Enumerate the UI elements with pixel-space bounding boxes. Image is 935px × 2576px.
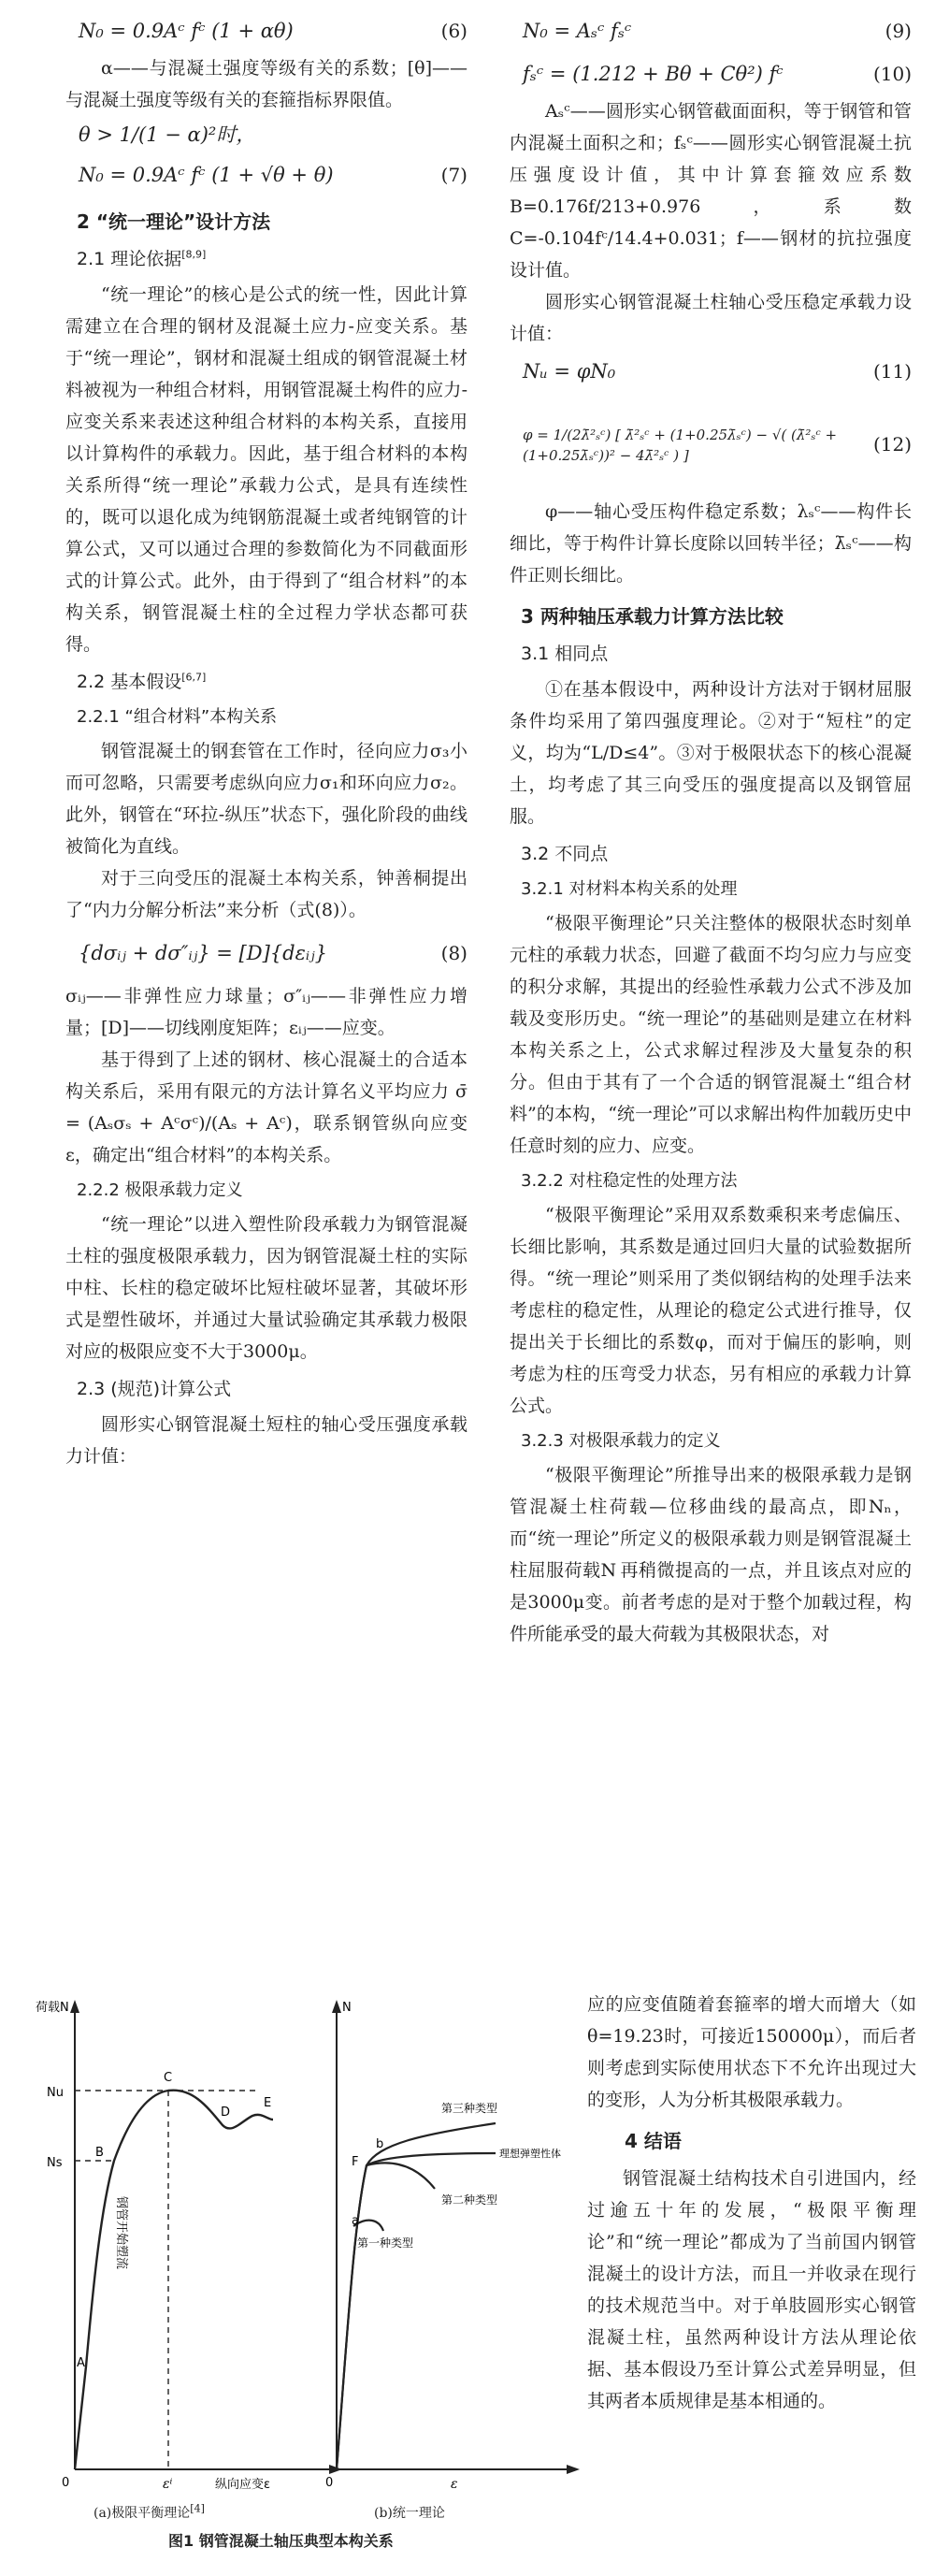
right-column bbox=[510, 9, 912, 1650]
section-3-2-1-paragraph: “极限平衡理论”只关注整体的极限状态时刻单元柱的承载力状态，回避了截面不均匀应力与应变的积分求解，其提出的经验性承载力公式不涉及加载及变形历史。“统一理论”的基础则是建立在材料本构关系之上，公式求解过程涉及大量复杂的积分。但由于其有了一个合适的钢管混凝土“组合材料”的本构，“统一理论”可以求解出构件加载历史中任意时刻的应力、应变。 bbox=[510, 913, 912, 1156]
equation-7 bbox=[65, 153, 468, 196]
equation-10-number: (10) bbox=[872, 63, 912, 85]
diagram-b bbox=[325, 2000, 580, 2492]
diagram-a-xlabel: 纵向应变ε bbox=[215, 2478, 271, 2492]
equation-9 bbox=[510, 9, 912, 52]
sigma-definition: σᵢⱼ——非弹性应力球量；σ″ᵢⱼ——非弹性应力增量；[D]——切线刚度矩阵；εᵢⱼ——应变。 bbox=[65, 986, 468, 1038]
diagram-a-point-a: A bbox=[77, 2356, 85, 2370]
continuation-column bbox=[587, 1989, 916, 2417]
diagram-a-point-e: E bbox=[264, 2096, 272, 2110]
equation-7-body: N₀ = 0.9Aᶜ fᶜ (1 + √θ + θ) bbox=[79, 164, 334, 186]
theta-condition bbox=[65, 116, 468, 153]
section-2-2-heading bbox=[77, 666, 468, 698]
subcaption-b: (b)统一理论 bbox=[374, 2506, 445, 2521]
diagram-b-y-arrow bbox=[332, 2000, 341, 2013]
equation-12 bbox=[510, 393, 912, 496]
section-2-2-ref: [6,7] bbox=[181, 671, 207, 684]
diagram-a-point-b: B bbox=[95, 2146, 104, 2160]
section-2-1-heading bbox=[77, 243, 468, 275]
equation-10 bbox=[510, 52, 912, 95]
section-3-2-2-paragraph: “极限平衡理论”采用双系数乘积来考虑偏压、长细比影响，其系数是通过回归大量的试验数据所得。“统一理论”则采用了类似钢结构的处理手法来考虑柱的稳定性，从理论的稳定公式进行推导，仅提出关于长细比的系数φ，而对于偏压的影响，则考虑为柱的压弯受力状态，另有相应的承载力计算公式。 bbox=[510, 1205, 912, 1416]
section-2-1-paragraph: “统一理论”的核心是公式的统一性，因此计算需建立在合理的钢材及混凝土应力-应变关系。基于“统一理论”，钢材和混凝土组成的钢管混凝土材料被视为一种组合材料，用钢管混凝土构件的应力-应变关系来表述这种组合材料的本构关系，直接用以计算构件的承载力。因此，基于组合材料的本构关系所得“统一理论”承载力公式，是具有连续性的，既可以退化成为纯钢筋混凝土或者纯钢管的计算公式，又可以通过合理的参数简化为不同截面形式的计算公式。此外，由于得到了“组合材料”的本构关系，钢管混凝土柱的全过程力学状态都可获得。 bbox=[65, 284, 468, 655]
diagram-b-point-f: F bbox=[352, 2155, 359, 2169]
section-2-2-1-heading: 2.2.1 “组合材料”本构关系 bbox=[77, 707, 278, 727]
section-2-3-heading: 2.3 (规范)计算公式 bbox=[77, 1379, 232, 1399]
equation-12-number: (12) bbox=[872, 433, 912, 456]
diagram-b-x-arrow bbox=[567, 2465, 580, 2474]
diagram-a-eps: εⁱ bbox=[163, 2477, 173, 2492]
diagram-a-y-arrow bbox=[70, 2000, 79, 2013]
diagram-b-curve-type2 bbox=[367, 2163, 435, 2189]
equation-11 bbox=[510, 350, 912, 393]
section-3-2-heading: 3.2 不同点 bbox=[521, 844, 609, 864]
diagram-a-nu: Nu bbox=[47, 2086, 64, 2100]
section-3-2-3-paragraph: “极限平衡理论”所推导出来的极限承载力是钢管混凝土柱荷载—位移曲线的最高点，即Nₙ，而“统一理论”所定义的极限承载力则是钢管混凝土柱屈服荷载N 再稍微提高的一点，并且该点对应的是3000μ变。前者考虑的是对于整个加载过程，构件所能承受的最大荷载为其极限状态，对 bbox=[510, 1465, 912, 1644]
diagram-b-ideal: 理想弹塑性体 bbox=[499, 2148, 561, 2160]
left-column bbox=[65, 9, 468, 1472]
diagram-b-type1: 第一种类型 bbox=[357, 2236, 414, 2250]
section-2-2-title: 2.2 基本假设 bbox=[77, 672, 182, 692]
diagram-b-type2: 第二种类型 bbox=[441, 2193, 498, 2207]
equation-8-body: {dσᵢⱼ + dσ″ᵢⱼ} = [D]{dεᵢⱼ} bbox=[79, 942, 327, 964]
section-3-1-heading: 3.1 相同点 bbox=[521, 644, 609, 664]
figure-caption: 图1 钢管混凝土轴压典型本构关系 bbox=[168, 2532, 394, 2550]
section-2-heading: 2 “统一理论”设计方法 bbox=[77, 210, 271, 233]
equation-12-body: φ = 1/(2λ̄²ₛᶜ) [ λ̄²ₛᶜ + (1+0.25λ̄ₛᶜ) − √( (λ̄²ₛᶜ + (1+0.25λ̄ₛᶜ))² − 4λ̄²ₛᶜ ) ] bbox=[523, 427, 838, 464]
section-3-heading: 3 两种轴压承载力计算方法比较 bbox=[521, 605, 784, 628]
section-4-paragraph: 钢管混凝土结构技术自引进国内，经过逾五十年的发展，“极限平衡理论”和“统一理论”都成为了当前国内钢管混凝土的设计方法，而且一并收录在现行的技术规范当中。对于单肢圆形实心钢管混凝土柱，虽然两种设计方法从理论依据、基本假设乃至计算公式差异明显，但其两者本质规律是基本相通的。 bbox=[587, 2168, 916, 2411]
diagram-b-point-b: b bbox=[376, 2137, 384, 2151]
equation-11-body: Nᵤ = φN₀ bbox=[523, 360, 616, 383]
section-2-1-title: 2.1 理论依据 bbox=[77, 249, 182, 269]
mean-stress-paragraph: 基于得到了上述的钢材、核心混凝土的合适本构关系后，采用有限元的方法计算名义平均应力 σ̄ = (Aₛσₛ + Aᶜσᶜ)/(Aₛ + Aᶜ)，联系钢管纵向应变 ε，确定出“组合材料”的本构关系。 bbox=[65, 1049, 468, 1165]
section-3-2-2-heading: 3.2.2 对柱稳定性的处理方法 bbox=[521, 1171, 738, 1191]
diagram-b-type3: 第三种类型 bbox=[441, 2102, 498, 2115]
diagram-b-origin: 0 bbox=[325, 2476, 334, 2490]
section-2-2-1-paragraph-b: 对于三向受压的混凝土本构关系，钟善桐提出了“内力分解分析法”来分析（式(8)）。 bbox=[65, 868, 468, 920]
section-2-2-2-heading: 2.2.2 极限承载力定义 bbox=[77, 1180, 243, 1200]
section-2-2-1-paragraph-a: 钢管混凝土的钢套管在工作时，径向应力σ₃小而可忽略，只需要考虑纵向应力σ₁和环向应力σ₂。此外，钢管在“环拉-纵压”状态下，强化阶段的曲线被简化为直线。 bbox=[65, 741, 468, 857]
section-2-2-2-paragraph: “统一理论”以进入塑性阶段承载力为钢管混凝土柱的强度极限承载力，因为钢管混凝土柱的实际中柱、长柱的稳定破坏比短柱破坏显著，其破坏形式是塑性破坏，并通过大量试验确定其承载力极限对应的极限应变不大于3000μ。 bbox=[65, 1214, 468, 1362]
diagram-b-curve-type3 bbox=[337, 2123, 496, 2469]
diagram-a-annotation: 钢管开始塑流 bbox=[114, 2196, 128, 2270]
section-3-2-3-heading: 3.2.3 对极限承载力的定义 bbox=[521, 1431, 721, 1451]
diagram-b-ylabel: N bbox=[342, 2001, 352, 2015]
subcaption-a-ref: [4] bbox=[190, 2502, 205, 2515]
diagram-a-curve bbox=[75, 2091, 273, 2469]
figure-1-diagrams bbox=[36, 1974, 580, 2516]
figure-1 bbox=[36, 1974, 580, 2563]
section-2-3-paragraph: 圆形实心钢管混凝土短柱的轴心受压强度承载力计值： bbox=[65, 1414, 468, 1467]
equation-8-number: (8) bbox=[440, 942, 468, 964]
diagram-a-ns: Ns bbox=[47, 2156, 63, 2170]
subcaption-a-text: (a)极限平衡理论 bbox=[94, 2506, 191, 2521]
equation-11-number: (11) bbox=[872, 360, 912, 383]
alpha-definition: α——与混凝土强度等级有关的系数；[θ]——与混凝土强度等级有关的套箍指标界限值。 bbox=[65, 58, 468, 110]
equation-8 bbox=[65, 926, 468, 980]
diagram-b-point-a: a bbox=[352, 2214, 359, 2228]
equation-10-body: fₛᶜ = (1.212 + Bθ + Cθ²) fᶜ bbox=[523, 63, 784, 85]
equation-9-number: (9) bbox=[885, 20, 912, 42]
equation-6-number: (6) bbox=[440, 20, 468, 42]
continuation-paragraph: 应的应变值随着套箍率的增大而增大（如θ=19.23时，可接近150000μ），而后者则考虑到实际使用状态下不允许出现过大的变形，人为分析其极限承载力。 bbox=[587, 1994, 916, 2110]
equation-7-number: (7) bbox=[440, 164, 468, 186]
subcaption-a bbox=[94, 2497, 205, 2529]
section-2-1-ref: [8,9] bbox=[181, 248, 207, 261]
theta-condition-text: θ > 1/(1 − α)²时， bbox=[79, 123, 256, 146]
section-3-2-1-heading: 3.2.1 对材料本构关系的处理 bbox=[521, 879, 738, 899]
diagram-a-point-c: C bbox=[164, 2071, 173, 2085]
stability-paragraph: 圆形实心钢管混凝土柱轴心受压稳定承载力设计值： bbox=[510, 292, 912, 344]
diagram-a-origin: 0 bbox=[62, 2476, 70, 2490]
diagram-a-ylabel: 荷载N bbox=[36, 2001, 69, 2015]
asc-definition: Aₛᶜ——圆形实心钢管截面面积，等于钢管和管内混凝土面积之和；fₛᶜ——圆形实心钢管混凝土抗压强度设计值，其中计算套箍效应系数 B=0.176f/213+0.976，系数C=-0.104fᶜ/14.4+0.031；f——钢材的抗拉强度设计值。 bbox=[510, 101, 912, 281]
equation-6 bbox=[65, 9, 468, 52]
diagram-b-xlabel: ε bbox=[451, 2477, 458, 2492]
diagram-a-point-d: D bbox=[221, 2106, 231, 2120]
section-3-1-paragraph: ①在基本假设中，两种设计方法对于钢材屈服条件均采用了第四强度理论。②对于“短柱”的定义，均为“L/D≤4”。③对于极限状态下的核心混凝土，均考虑了其三向受压的强度提高以及钢管屈服。 bbox=[510, 679, 912, 827]
phi-definition: φ——轴心受压构件稳定系数；λₛᶜ——构件长细比，等于构件计算长度除以回转半径；λ̄ₛᶜ——构件正则长细比。 bbox=[510, 501, 912, 586]
section-4-heading: 4 结语 bbox=[625, 2130, 682, 2152]
diagram-a bbox=[36, 2000, 342, 2492]
equation-6-body: N₀ = 0.9Aᶜ fᶜ (1 + αθ) bbox=[79, 20, 294, 42]
equation-9-body: N₀ = Aₛᶜ fₛᶜ bbox=[523, 20, 632, 42]
